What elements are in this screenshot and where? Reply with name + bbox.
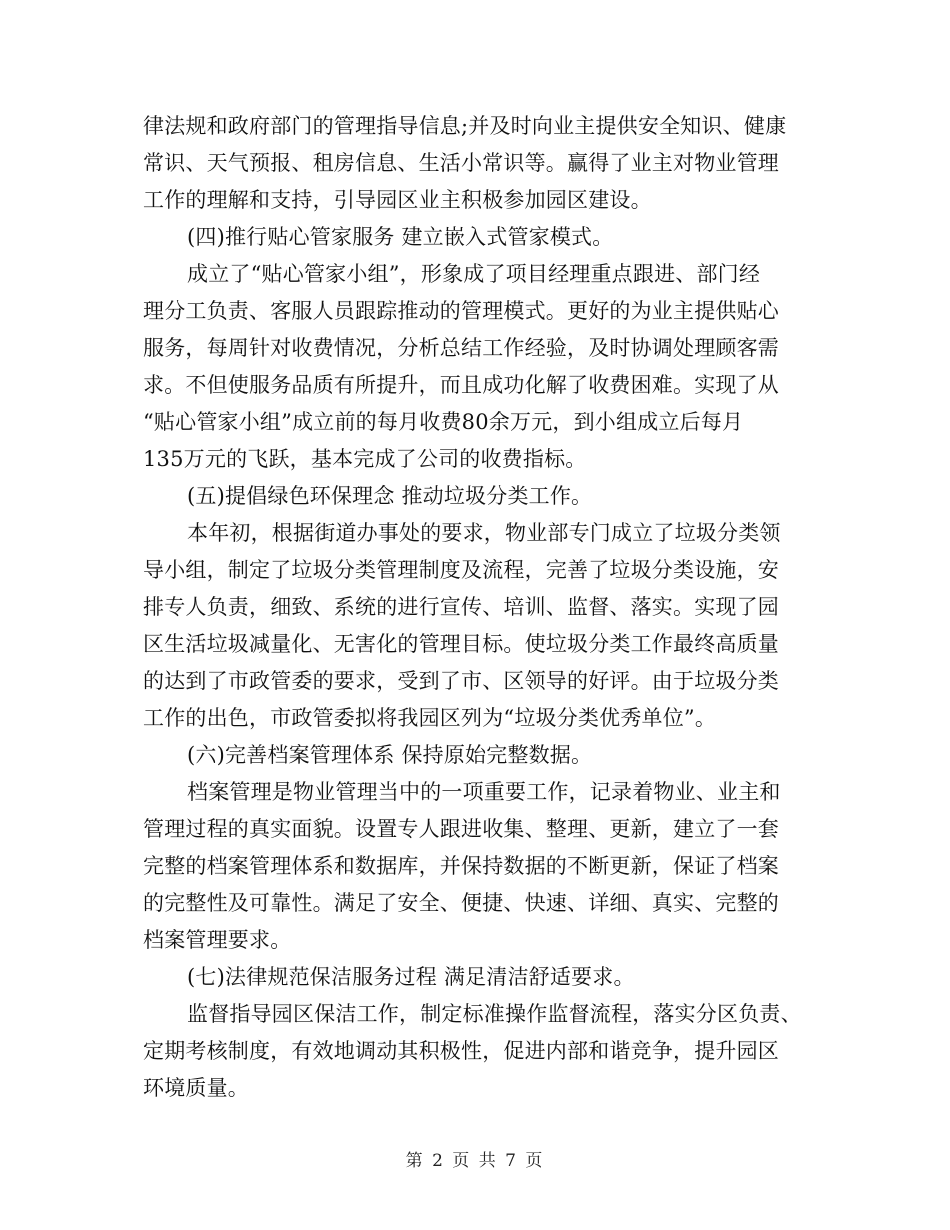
- section-heading-4: (四)推行贴心管家服务 建立嵌入式管家模式。: [187, 225, 614, 249]
- text-line: 导小组，制定了垃圾分类管理制度及流程，完善了垃圾分类设施，安: [143, 558, 779, 582]
- text-line: 服务，每周针对收费情况，分析总结工作经验，及时协调处理顾客需: [143, 336, 779, 360]
- text-line: 区生活垃圾减量化、无害化的管理目标。使垃圾分类工作最终高质量: [143, 632, 779, 656]
- text-line: 的达到了市政管委的要求，受到了市、区领导的好评。由于垃圾分类: [143, 669, 779, 693]
- section-heading-5: (五)提倡绿色环保理念 推动垃圾分类工作。: [187, 484, 593, 508]
- text-line: 管理过程的真实面貌。设置专人跟进收集、整理、更新，建立了一套: [143, 817, 779, 841]
- page-footer: 第 2 页 共 7 页: [405, 1151, 545, 1171]
- paragraph-start: 本年初，根据街道办事处的要求，物业部专门成立了垃圾分类领: [187, 521, 781, 545]
- text-line: 排专人负责，细致、系统的进行宣传、培训、监督、落实。实现了园: [143, 595, 779, 619]
- text-line: “贴心管家小组”成立前的每月收费80余万元，到小组成立后每月: [143, 410, 744, 434]
- text-line: 常识、天气预报、租房信息、生活小常识等。赢得了业主对物业管理: [143, 151, 779, 175]
- text-line: 律法规和政府部门的管理指导信息;并及时向业主提供安全知识、健康: [143, 114, 787, 138]
- section-heading-6: (六)完善档案管理体系 保持原始完整数据。: [187, 743, 593, 767]
- text-line: 环境质量。: [143, 1076, 249, 1100]
- text-line: 的完整性及可靠性。满足了安全、便捷、快速、详细、真实、完整的: [143, 891, 779, 915]
- paragraph-start: 档案管理是物业管理当中的一项重要工作，记录着物业、业主和: [187, 780, 781, 804]
- text-line: 135万元的飞跃，基本完成了公司的收费指标。: [143, 447, 587, 471]
- text-line: 档案管理要求。: [143, 928, 292, 952]
- paragraph-start: 监督指导园区保洁工作，制定标准操作监督流程，落实分区负责、: [187, 1002, 802, 1026]
- section-heading-7: (七)法律规范保洁服务过程 满足清洁舒适要求。: [187, 965, 635, 989]
- text-line: 工作的出色，市政管委拟将我园区列为“垃圾分类优秀单位”。: [143, 706, 717, 730]
- body-text: [143, 108, 823, 1107]
- paragraph-start: 成立了“贴心管家小组”，形象成了项目经理重点跟进、部门经: [187, 262, 761, 286]
- text-line: 理分工负责、客服人员跟踪推动的管理模式。更好的为业主提供贴心: [143, 299, 779, 323]
- text-line: 求。不但使服务品质有所提升，而且成功化解了收费困难。实现了从: [143, 373, 779, 397]
- text-line: 定期考核制度，有效地调动其积极性，促进内部和谐竞争，提升园区: [143, 1039, 779, 1063]
- text-line: 完整的档案管理体系和数据库，并保持数据的不断更新，保证了档案: [143, 854, 779, 878]
- text-line: 工作的理解和支持，引导园区业主积极参加园区建设。: [143, 188, 652, 212]
